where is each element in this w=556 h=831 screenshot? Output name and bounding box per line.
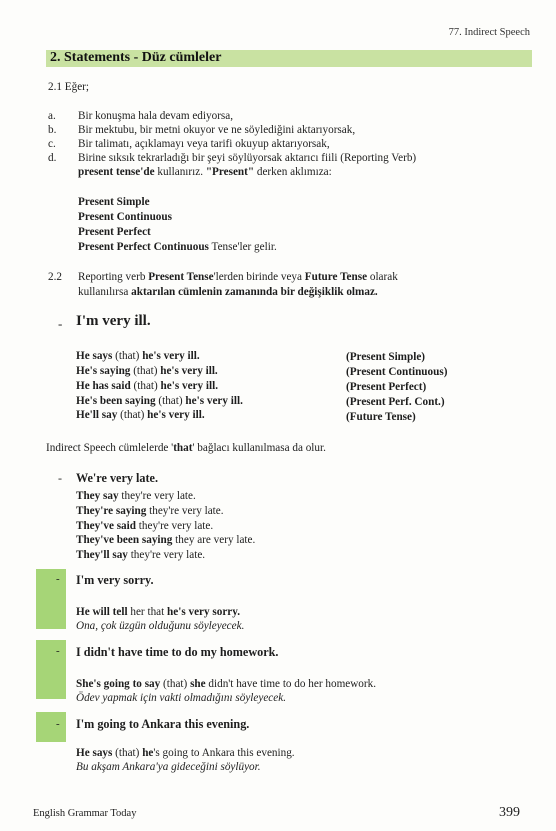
example-row — [76, 605, 240, 619]
term: Present Tense — [148, 271, 214, 283]
subsection-2-2-number: 2.2 — [48, 271, 62, 283]
list-item-letter: b. — [48, 124, 57, 136]
reporting-verb: They've said — [76, 520, 136, 532]
list-item-letter: d. — [48, 152, 57, 164]
reporting-verb: He says — [76, 350, 113, 362]
text-run: her that — [127, 606, 168, 618]
green-margin-box — [36, 712, 66, 742]
text-run: they're very late. — [146, 505, 224, 517]
tense-label — [346, 410, 416, 424]
example-row — [76, 349, 200, 363]
example-row — [76, 677, 376, 691]
text-run: kullanırız. — [154, 166, 206, 178]
term: that — [173, 442, 193, 454]
tense-label — [346, 380, 426, 394]
tense-name-last — [78, 240, 277, 254]
list-item-letter: c. — [48, 138, 56, 150]
green-margin-box — [36, 569, 66, 629]
reporting-verb: They're saying — [76, 505, 147, 517]
subsection-2-2-line1 — [78, 270, 398, 284]
example-dash: - — [58, 471, 62, 485]
turkish-translation: Ona, çok üzgün olduğunu söyleyecek. — [76, 620, 245, 632]
text-run: (that) — [112, 747, 143, 759]
text-run: (that) — [112, 350, 143, 362]
example-row — [76, 489, 196, 503]
footer-book-title: English Grammar Today — [33, 808, 137, 819]
reporting-verb: They'll say — [76, 549, 128, 561]
turkish-translation: Bu akşam Ankara'ya gideceğini söylüyor. — [76, 761, 261, 773]
text-run: they're very late. — [127, 549, 206, 561]
text-run: ' bağlacı kullanılmasa da olur. — [192, 442, 326, 454]
reporting-verb: They've been saying — [76, 534, 173, 546]
text-run: derken aklımıza: — [254, 166, 332, 178]
reporting-verb: He says — [76, 747, 113, 759]
reported-clause: he's very sorry. — [167, 606, 241, 618]
tense-name: Present Simple — [78, 196, 150, 208]
tense-name: Present Perfect — [78, 226, 151, 238]
text-run: (that) — [160, 678, 191, 690]
example-row — [76, 519, 213, 533]
page-number: 399 — [499, 805, 520, 820]
reported-clause: he's very ill. — [142, 350, 200, 362]
list-item-text: Bir talimatı, açıklamayı veya tarifi okuyup aktarıyorsak, — [78, 138, 330, 150]
present-term: "Present" — [205, 166, 255, 178]
reporting-verb: She's going to say — [76, 678, 161, 690]
text-run: Tense'ler gelir. — [208, 241, 277, 253]
example-row — [76, 379, 218, 393]
example-dash: - — [56, 718, 60, 730]
present-tense-term: present tense'de — [78, 166, 155, 178]
text-run: kullanılırsa — [78, 286, 132, 298]
reporting-verb: He'll say — [76, 409, 118, 421]
list-item-text: Birine sıksık tekrarladığı bir şeyi söylüyorsak aktarıcı fiili (Reporting Verb) — [78, 152, 417, 164]
text-run: (that) — [130, 365, 161, 377]
example-row — [76, 394, 243, 408]
text-run: Indirect Speech cümlelerde ' — [46, 442, 174, 454]
tense-label-text: (Present Continuous) — [346, 366, 448, 378]
example-quote: I'm very sorry. — [76, 573, 154, 587]
reported-clause: he's very ill. — [147, 409, 205, 421]
tense-label-text: (Present Perf. Cont.) — [346, 396, 445, 408]
green-margin-box — [36, 640, 66, 699]
reporting-verb: They say — [76, 490, 119, 502]
text-run: they are very late. — [172, 534, 256, 546]
pronoun: she — [190, 678, 206, 690]
text-run: Reporting verb — [78, 271, 149, 283]
reported-clause: he's very ill. — [160, 380, 219, 392]
reporting-verb: He's saying — [76, 365, 131, 377]
text-run: 'lerden birinde veya — [213, 271, 305, 283]
subsection-2-2-line2 — [78, 285, 378, 299]
list-item-text: Bir mektubu, bir metni okuyor ve ne söylediğini aktarıyorsak, — [78, 124, 356, 136]
example-row — [76, 746, 295, 760]
example-row — [76, 364, 218, 378]
reported-clause: he's very ill. — [160, 365, 218, 377]
example-row — [76, 504, 224, 518]
text-run: they're very late. — [118, 490, 196, 502]
example-quote: I didn't have time to do my homework. — [76, 645, 279, 659]
tense-label — [346, 365, 447, 379]
note-line — [46, 441, 326, 455]
reporting-verb: He has said — [76, 380, 131, 392]
example-quote: We're very late. — [76, 471, 159, 485]
section-title: 2. Statements - Düz cümleler — [50, 50, 222, 65]
text-run: (that) — [130, 380, 161, 392]
tense-label — [346, 395, 445, 409]
running-header: 77. Indirect Speech — [448, 27, 530, 38]
subsection-2-1-heading: 2.1 Eğer; — [48, 81, 90, 93]
text-run: olarak — [367, 271, 398, 283]
text-run: (that) — [117, 409, 148, 421]
example-row — [76, 408, 205, 422]
text-run: 's going to Ankara this evening. — [153, 747, 295, 759]
example-quote: I'm going to Ankara this evening. — [76, 717, 250, 731]
text-run: didn't have time to do her homework. — [205, 678, 377, 690]
tense-name: Present Perfect Continuous — [78, 241, 209, 253]
tense-label-text: (Present Simple) — [346, 351, 426, 363]
reporting-verb: He will tell — [76, 606, 128, 618]
rule-statement: aktarılan cümlenin zamanında bir değişiklik olmaz. — [131, 286, 378, 298]
list-item-letter: a. — [48, 110, 56, 122]
tense-name: Present Continuous — [78, 211, 172, 223]
example-quote: I'm very ill. — [76, 313, 151, 329]
list-item-d-continuation — [78, 165, 332, 179]
turkish-translation: Ödev yapmak için vakti olmadığını söyleyecek. — [76, 692, 286, 704]
text-run: (that) — [155, 395, 186, 407]
list-item-text: Bir konuşma hala devam ediyorsa, — [78, 110, 234, 122]
example-row — [76, 548, 205, 562]
text-run: they're very late. — [136, 520, 214, 532]
term: Future Tense — [304, 271, 368, 283]
example-dash: - — [56, 573, 60, 585]
pronoun: he — [142, 747, 154, 759]
reported-clause: he's very ill. — [185, 395, 243, 407]
example-dash: - — [56, 645, 60, 657]
example-row — [76, 533, 255, 547]
tense-label-text: (Future Tense) — [346, 411, 416, 423]
tense-label-text: (Present Perfect) — [346, 381, 427, 393]
reporting-verb: He's been saying — [76, 395, 156, 407]
tense-label — [346, 350, 425, 364]
example-dash: - — [58, 316, 63, 331]
